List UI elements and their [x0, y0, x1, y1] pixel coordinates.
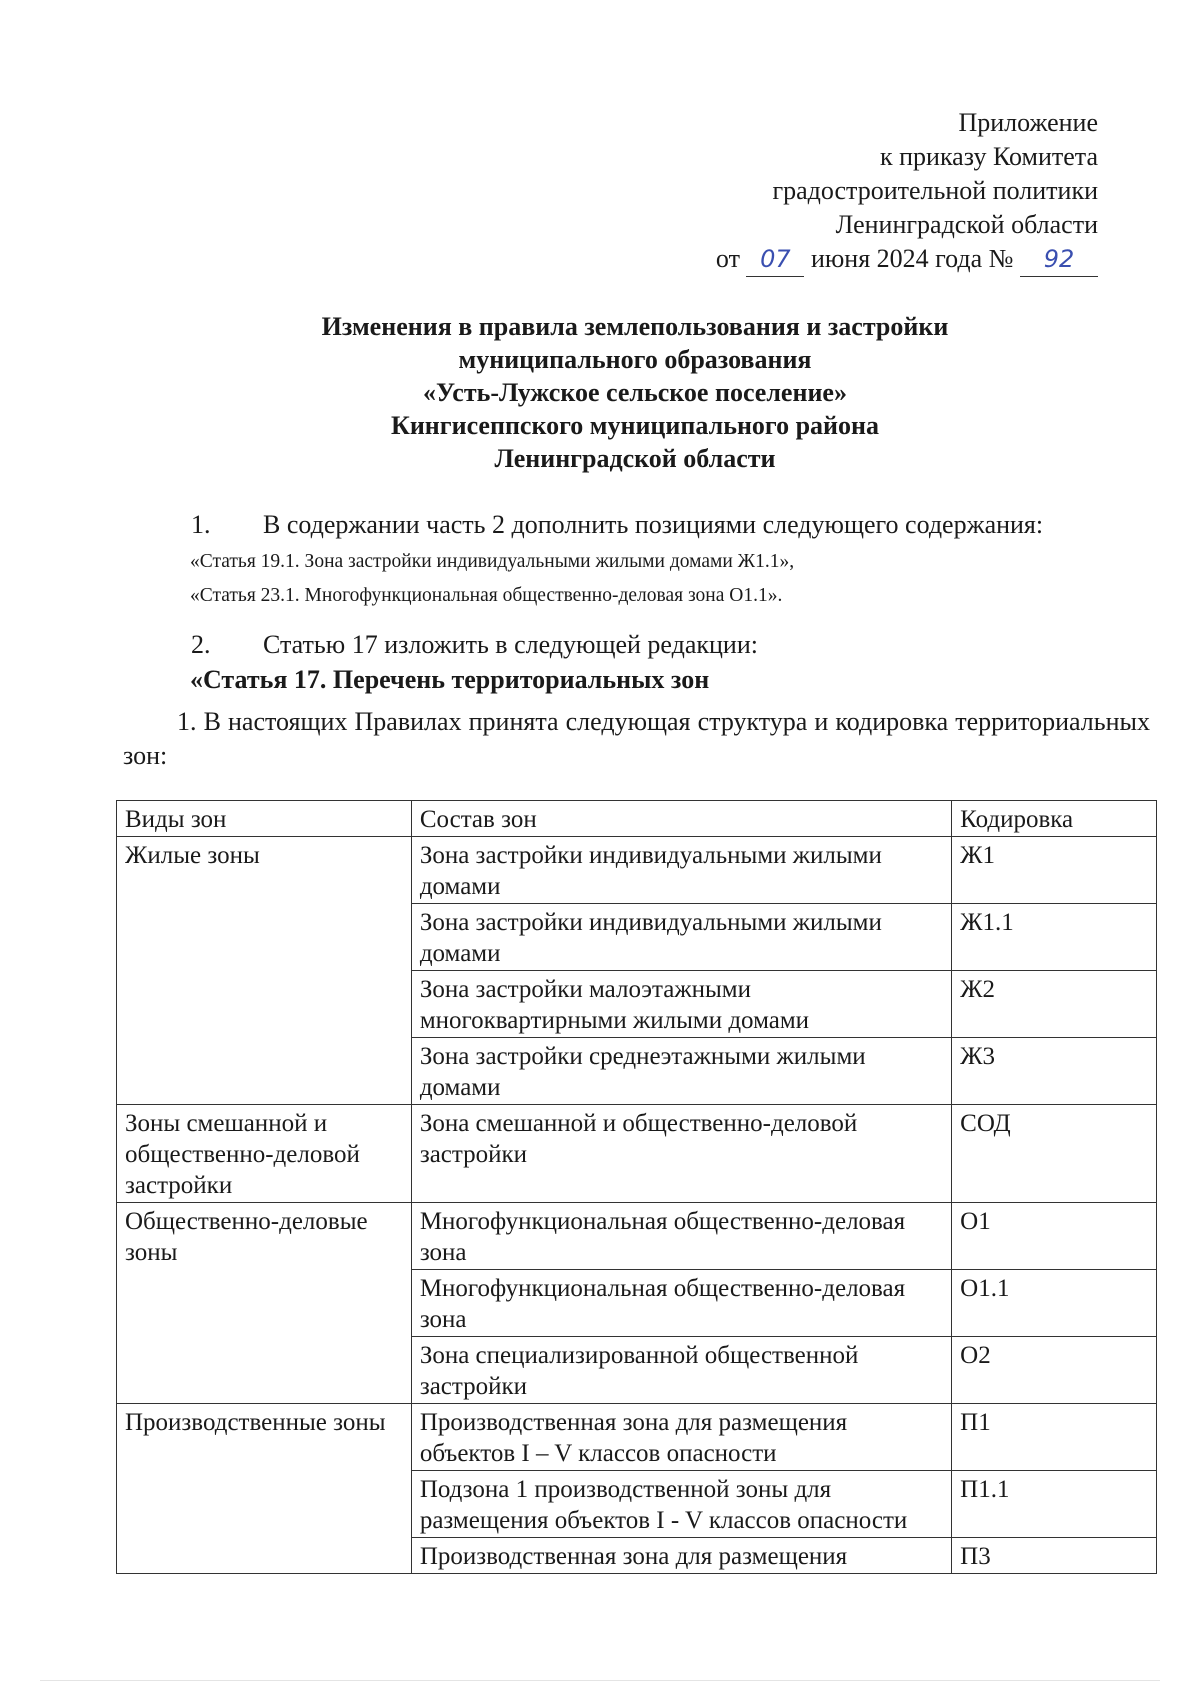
handwritten-order-number: 92 [1020, 242, 1098, 277]
document-title [0, 310, 1200, 475]
zone-code-cell: П1 [952, 1404, 1157, 1471]
zone-code-cell: СОД [952, 1105, 1157, 1203]
zone-composition-cell: Производственная зона для размещения объектов I – V классов опасности [411, 1404, 951, 1471]
item-2-text: Статью 17 изложить в следующей редакции: [263, 630, 758, 659]
annex-title: Приложение [958, 108, 1098, 137]
zone-composition-cell: Зона смешанной и общественно-деловой застройки [411, 1105, 951, 1203]
zone-code-cell: П1.1 [952, 1471, 1157, 1538]
zone-composition-cell: Зона специализированной общественной застройки [411, 1337, 951, 1404]
header-type: Виды зон [117, 801, 412, 837]
zone-code-cell: О2 [952, 1337, 1157, 1404]
item-1-entry-2: «Статья 23.1. Многофункциональная общественно-деловая зона О1.1». [190, 585, 783, 606]
zone-composition-cell: Подзона 1 производственной зоны для размещения объектов I - V классов опасности [411, 1471, 951, 1538]
zone-composition-cell: Зона застройки среднеэтажными жилыми домами [411, 1038, 951, 1105]
zone-type-cell: Общественно-деловые зоны [117, 1203, 412, 1404]
page-bottom-divider [40, 1680, 1160, 1681]
zone-composition-cell: Производственная зона для размещения [411, 1538, 951, 1574]
annex-committee: градостроительной политики [772, 176, 1098, 205]
item-2-number: 2. [191, 630, 211, 659]
table-header-row [117, 801, 1157, 837]
item-1-entry-1: «Статья 19.1. Зона застройки индивидуальными жилыми домами Ж1.1», [190, 551, 795, 572]
zone-type-cell: Производственные зоны [117, 1404, 412, 1574]
title-line-2: муниципального образования [458, 345, 812, 374]
zone-code-cell: О1.1 [952, 1270, 1157, 1337]
zone-code-cell: Ж3 [952, 1038, 1157, 1105]
table-row [117, 1404, 1157, 1471]
title-line-3: «Усть-Лужское сельское поселение» [423, 378, 847, 407]
zone-code-cell: Ж1.1 [952, 904, 1157, 971]
date-prefix: от [715, 244, 740, 273]
annex-region: Ленинградской области [835, 210, 1098, 239]
table-row [117, 837, 1157, 904]
annex-header [716, 106, 1098, 277]
table-row [117, 1105, 1157, 1203]
zone-code-cell: П3 [952, 1538, 1157, 1574]
zone-composition-cell: Многофункциональная общественно-деловая зона [411, 1203, 951, 1270]
annex-date-line [716, 242, 1098, 277]
zone-type-cell: Зоны смешанной и общественно-деловой застройки [117, 1105, 412, 1203]
date-rest: июня 2024 года № [810, 244, 1014, 273]
zone-composition-cell: Зона застройки индивидуальными жилыми домами [411, 904, 951, 971]
title-line-5: Ленинградской области [494, 444, 776, 473]
item-2 [191, 628, 758, 662]
item-1 [191, 508, 1043, 542]
header-code: Кодировка [952, 801, 1157, 837]
article-17-heading: «Статья 17. Перечень территориальных зон [190, 665, 710, 694]
article-17-paragraph: 1. В настоящих Правилах принята следующая структура и кодировка территориальных зон: [123, 707, 1150, 770]
annex-reference: к приказу Комитета [879, 142, 1098, 171]
zone-type-cell: Жилые зоны [117, 837, 412, 1105]
zone-code-cell: Ж1 [952, 837, 1157, 904]
zone-code-cell: О1 [952, 1203, 1157, 1270]
zone-code-cell: Ж2 [952, 971, 1157, 1038]
table-row [117, 1203, 1157, 1270]
zone-composition-cell: Зона застройки индивидуальными жилыми домами [411, 837, 951, 904]
header-composition: Состав зон [411, 801, 951, 837]
item-1-text: В содержании часть 2 дополнить позициями следующего содержания: [263, 510, 1044, 539]
zones-table [116, 800, 1157, 1574]
item-1-number: 1. [191, 510, 211, 539]
title-line-1: Изменения в правила землепользования и застройки [321, 312, 949, 341]
handwritten-day: 07 [746, 242, 804, 277]
title-line-4: Кингисеппского муниципального района [390, 411, 880, 440]
zone-composition-cell: Зона застройки малоэтажными многоквартирными жилыми домами [411, 971, 951, 1038]
zone-composition-cell: Многофункциональная общественно-деловая зона [411, 1270, 951, 1337]
